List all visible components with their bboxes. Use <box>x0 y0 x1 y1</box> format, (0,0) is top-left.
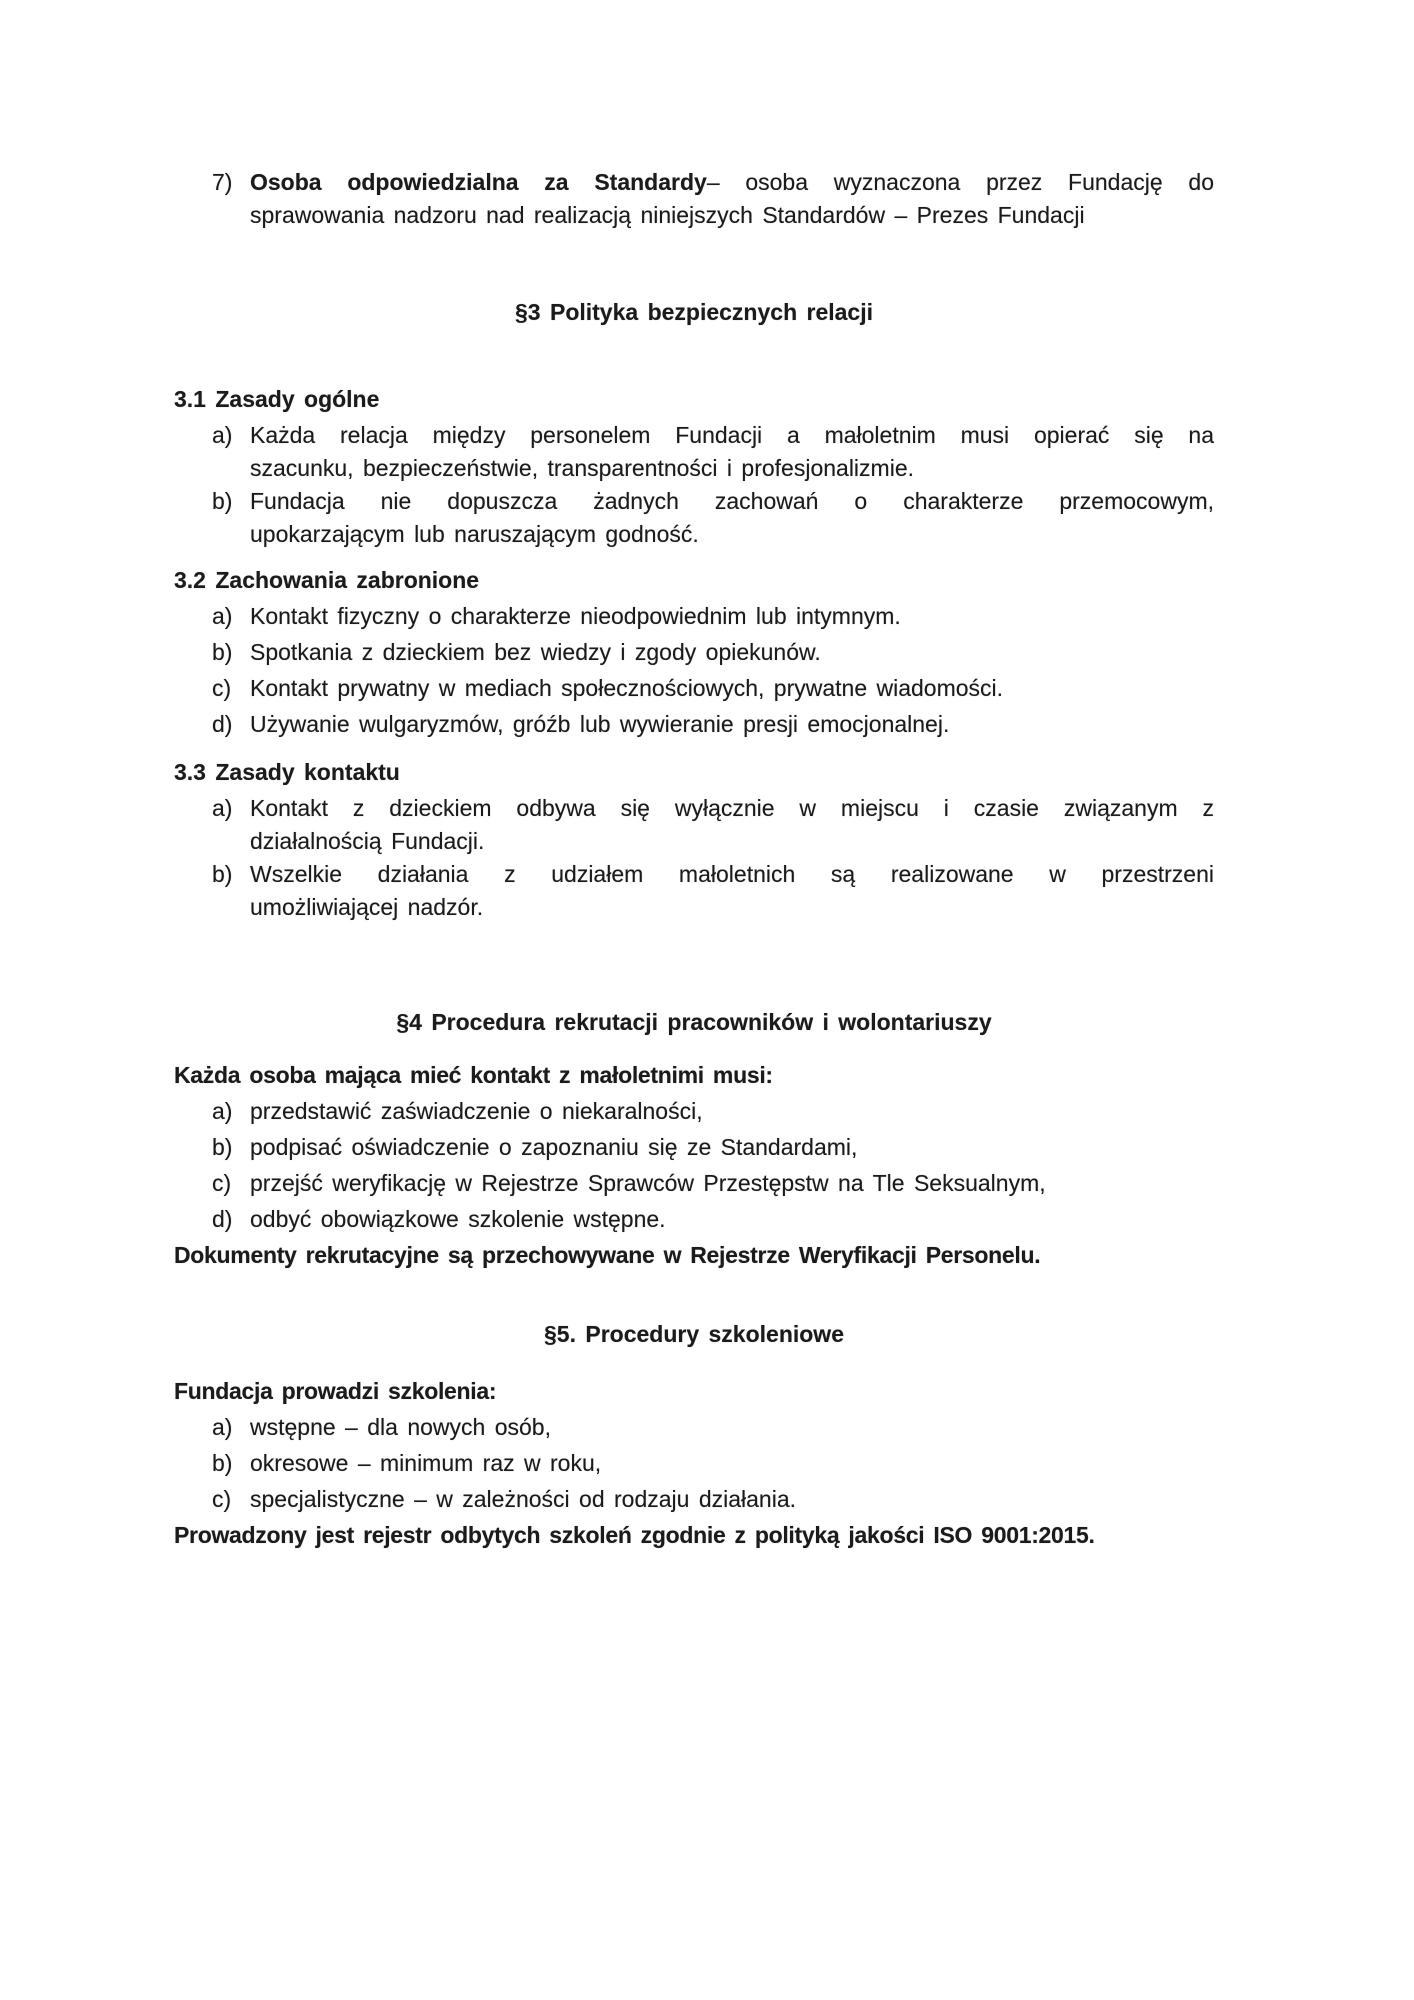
definition-item-7 <box>174 166 1214 232</box>
section-5-heading: §5. Procedury szkoleniowe <box>543 1321 844 1347</box>
list-item <box>174 672 1214 705</box>
definition-term: Osoba odpowiedzialna za Standardy <box>250 169 707 195</box>
list-item <box>174 1203 1214 1236</box>
subsection-3-1-title: 3.1 Zasady ogólne <box>174 386 380 412</box>
list-marker: c) <box>212 1170 232 1196</box>
list-marker: 7) <box>212 169 233 195</box>
section-5-footer: Prowadzony jest rejestr odbytych szkoleń zgodnie z polityką jakości ISO 9001:2015. <box>174 1522 1095 1548</box>
list-item-text: przedstawić zaświadczenie o niekaralności, <box>250 1098 703 1124</box>
list-marker: c) <box>212 675 232 701</box>
list-item <box>174 1131 1214 1164</box>
list-item <box>174 1447 1214 1480</box>
list-item-text: Wszelkie działania z udziałem małoletnich są realizowane w przestrzeni umożliwiającej nadzór. <box>250 861 1214 920</box>
list-item-text: Fundacja nie dopuszcza żadnych zachowań o charakterze przemocowym, upokarzającym lub naruszającym godność. <box>250 488 1214 547</box>
list-item <box>174 636 1214 669</box>
section-4-intro: Każda osoba mająca mieć kontakt z małoletnimi musi: <box>174 1062 773 1088</box>
list-marker: a) <box>212 1098 233 1124</box>
list-item <box>174 858 1214 924</box>
list-item-text: wstępne – dla nowych osób, <box>250 1414 551 1440</box>
list-marker: a) <box>212 422 233 448</box>
list-marker: b) <box>212 1134 233 1160</box>
section-4-footer: Dokumenty rekrutacyjne są przechowywane w Rejestrze Weryfikacji Personelu. <box>174 1242 1041 1268</box>
list-marker: b) <box>212 861 233 887</box>
subsection-3-3-title: 3.3 Zasady kontaktu <box>174 759 400 785</box>
list-item-text: Kontakt fizyczny o charakterze nieodpowiednim lub intymnym. <box>250 603 901 629</box>
list-marker: d) <box>212 711 233 737</box>
list-marker: c) <box>212 1486 232 1512</box>
section-4-heading: §4 Procedura rekrutacji pracowników i wolontariuszy <box>396 1009 992 1035</box>
list-marker: d) <box>212 1206 233 1232</box>
list-marker: a) <box>212 795 233 821</box>
list-marker: b) <box>212 639 233 665</box>
list-marker: b) <box>212 488 233 514</box>
list-item-text: przejść weryfikację w Rejestrze Sprawców Przestępstw na Tle Seksualnym, <box>250 1170 1046 1196</box>
subsection-3-2-title: 3.2 Zachowania zabronione <box>174 567 480 593</box>
list-item <box>174 1095 1214 1128</box>
list-item <box>174 600 1214 633</box>
list-item-text: Używanie wulgaryzmów, gróźb lub wywieranie presji emocjonalnej. <box>250 711 950 737</box>
list-marker: b) <box>212 1450 233 1476</box>
list-marker: a) <box>212 1414 233 1440</box>
list-item-text: Kontakt prywatny w mediach społecznościowych, prywatne wiadomości. <box>250 675 1004 701</box>
list-item-text: Każda relacja między personelem Fundacji a małoletnim musi opierać się na szacunku, bezpieczeństwie, transparentności i profesjonalizmie. <box>250 422 1214 481</box>
list-item <box>174 1483 1214 1516</box>
document-content <box>174 0 1214 1552</box>
definition-item-7-line1 <box>250 166 1214 199</box>
list-item <box>174 792 1214 858</box>
definition-item-7-line2: sprawowania nadzoru nad realizacją niniejszych Standardów – Prezes Fundacji <box>250 202 1085 228</box>
list-item <box>174 1411 1214 1444</box>
section-5-intro: Fundacja prowadzi szkolenia: <box>174 1378 497 1404</box>
list-marker: a) <box>212 603 233 629</box>
list-item-text: okresowe – minimum raz w roku, <box>250 1450 602 1476</box>
list-item-text: Kontakt z dzieckiem odbywa się wyłącznie w miejscu i czasie związanym z działalnością Fundacji. <box>250 795 1214 854</box>
list-item-text: specjalistyczne – w zależności od rodzaju działania. <box>250 1486 797 1512</box>
list-item <box>174 1167 1214 1200</box>
list-item <box>174 708 1214 741</box>
definition-text: – osoba wyznaczona przez Fundację do <box>706 169 1214 195</box>
list-item-text: Spotkania z dzieckiem bez wiedzy i zgody opiekunów. <box>250 639 821 665</box>
section-3-heading: §3 Polityka bezpiecznych relacji <box>515 299 873 325</box>
list-item <box>174 485 1214 551</box>
list-item <box>174 419 1214 485</box>
list-item-text: odbyć obowiązkowe szkolenie wstępne. <box>250 1206 666 1232</box>
list-item-text: podpisać oświadczenie o zapoznaniu się ze Standardami, <box>250 1134 858 1160</box>
